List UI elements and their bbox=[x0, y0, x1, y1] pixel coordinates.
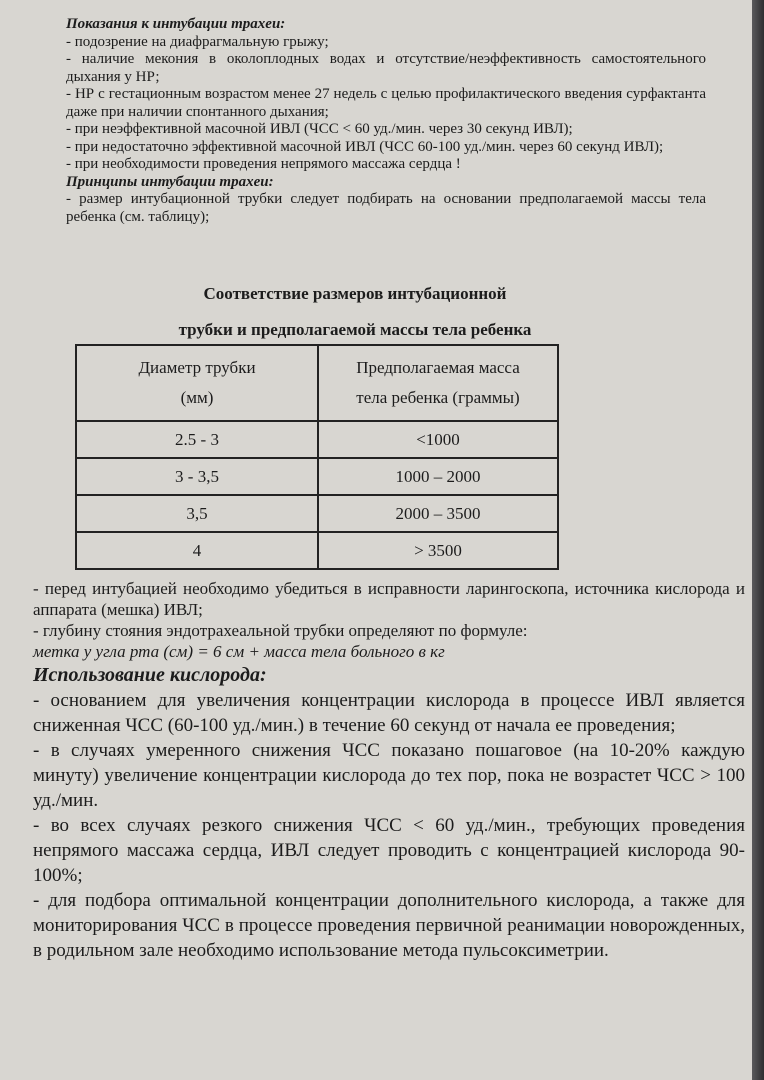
table-row bbox=[76, 495, 558, 532]
oxygen-item: - во всех случаях резкого снижения ЧСС < 60 уд./мин., требующих проведения непрямого массажа сердца, ИВЛ следует проводить с концентрацией кислорода 90-100%; bbox=[33, 815, 745, 886]
diameter-header bbox=[76, 345, 318, 421]
intubation-indications-heading: Показания к интубации трахеи: bbox=[66, 16, 286, 32]
mass-header-line2: тела ребенка (граммы) bbox=[356, 388, 520, 407]
oxygen-use-heading: Использование кислорода: bbox=[33, 664, 267, 686]
diameter-cell: 3,5 bbox=[76, 495, 318, 532]
oxygen-section bbox=[33, 578, 745, 963]
oxygen-item: - для подбора оптимальной концентрации дополнительного кислорода, а также для мониторирования ЧСС в процессе проведения первичной реанимации новорожденных, в родильном зале необходимо использование метода пульсоксиметрии. bbox=[33, 890, 745, 961]
mass-cell: 2000 – 3500 bbox=[318, 495, 558, 532]
mass-header bbox=[318, 345, 558, 421]
mass-cell: <1000 bbox=[318, 421, 558, 458]
table-caption-line2: трубки и предполагаемой массы тела ребенка bbox=[178, 320, 532, 339]
table-row bbox=[76, 421, 558, 458]
oxygen-item: - основанием для увеличения концентрации кислорода в процессе ИВЛ является сниженная ЧСС (60-100 уд./мин.) в течение 60 секунд от начала ее проведения; bbox=[33, 690, 745, 736]
mass-header-line1: Предполагаемая масса bbox=[356, 358, 520, 377]
diameter-cell: 4 bbox=[76, 532, 318, 569]
table-header-row bbox=[76, 345, 558, 421]
indication-item: - при неэффективной масочной ИВЛ (ЧСС < 60 уд./мин. через 30 секунд ИВЛ); bbox=[66, 121, 573, 137]
tube-depth-text: - глубину стояния эндотрахеальной трубки определяют по формуле: bbox=[33, 621, 528, 640]
table-caption-line1: Соответствие размеров интубационной bbox=[203, 284, 507, 303]
diameter-cell: 2.5 - 3 bbox=[76, 421, 318, 458]
indication-item: - при необходимости проведения непрямого массажа сердца ! bbox=[66, 156, 461, 172]
indication-item: - подозрение на диафрагмальную грыжу; bbox=[66, 33, 329, 50]
indication-item: - НР с гестационным возрастом менее 27 недель с целью профилактического введения сурфактанта даже при наличии спонтанного дыхания; bbox=[66, 86, 706, 120]
page-edge-shadow bbox=[752, 0, 764, 1080]
table-row bbox=[76, 532, 558, 569]
mass-cell: 1000 – 2000 bbox=[318, 458, 558, 495]
intubation-principles-heading: Принципы интубации трахеи: bbox=[66, 173, 274, 190]
diameter-header-line1: Диаметр трубки bbox=[138, 358, 256, 377]
laryngoscope-check-text: - перед интубацией необходимо убедиться в исправности ларингоскопа, источника кислорода и аппарата (мешка) ИВЛ; bbox=[33, 579, 745, 619]
indication-item: - при недостаточно эффективной масочной ИВЛ (ЧСС 60-100 уд./мин. через 60 секунд ИВЛ); bbox=[66, 138, 664, 155]
intubation-section bbox=[66, 16, 706, 226]
mass-cell: > 3500 bbox=[318, 532, 558, 569]
tube-depth-formula: метка у угла рта (см) = 6 см + масса тела больного в кг bbox=[33, 642, 445, 661]
tube-size-table bbox=[75, 344, 559, 570]
oxygen-item: - в случаях умеренного снижения ЧСС показано пошаговое (на 10-20% каждую минуту) увеличение концентрации кислорода до тех пор, пока не возрастет ЧСС > 100 уд./мин. bbox=[33, 740, 745, 811]
diameter-header-line2: (мм) bbox=[180, 388, 214, 407]
diameter-cell: 3 - 3,5 bbox=[76, 458, 318, 495]
table-row bbox=[76, 458, 558, 495]
indication-item: - наличие мекония в околоплодных водах и отсутствие/неэффективность самостоятельного дыхания у НР; bbox=[66, 51, 706, 85]
principle-item: - размер интубационной трубки следует подбирать на основании предполагаемой массы тела ребенка (см. таблицу); bbox=[66, 191, 706, 225]
